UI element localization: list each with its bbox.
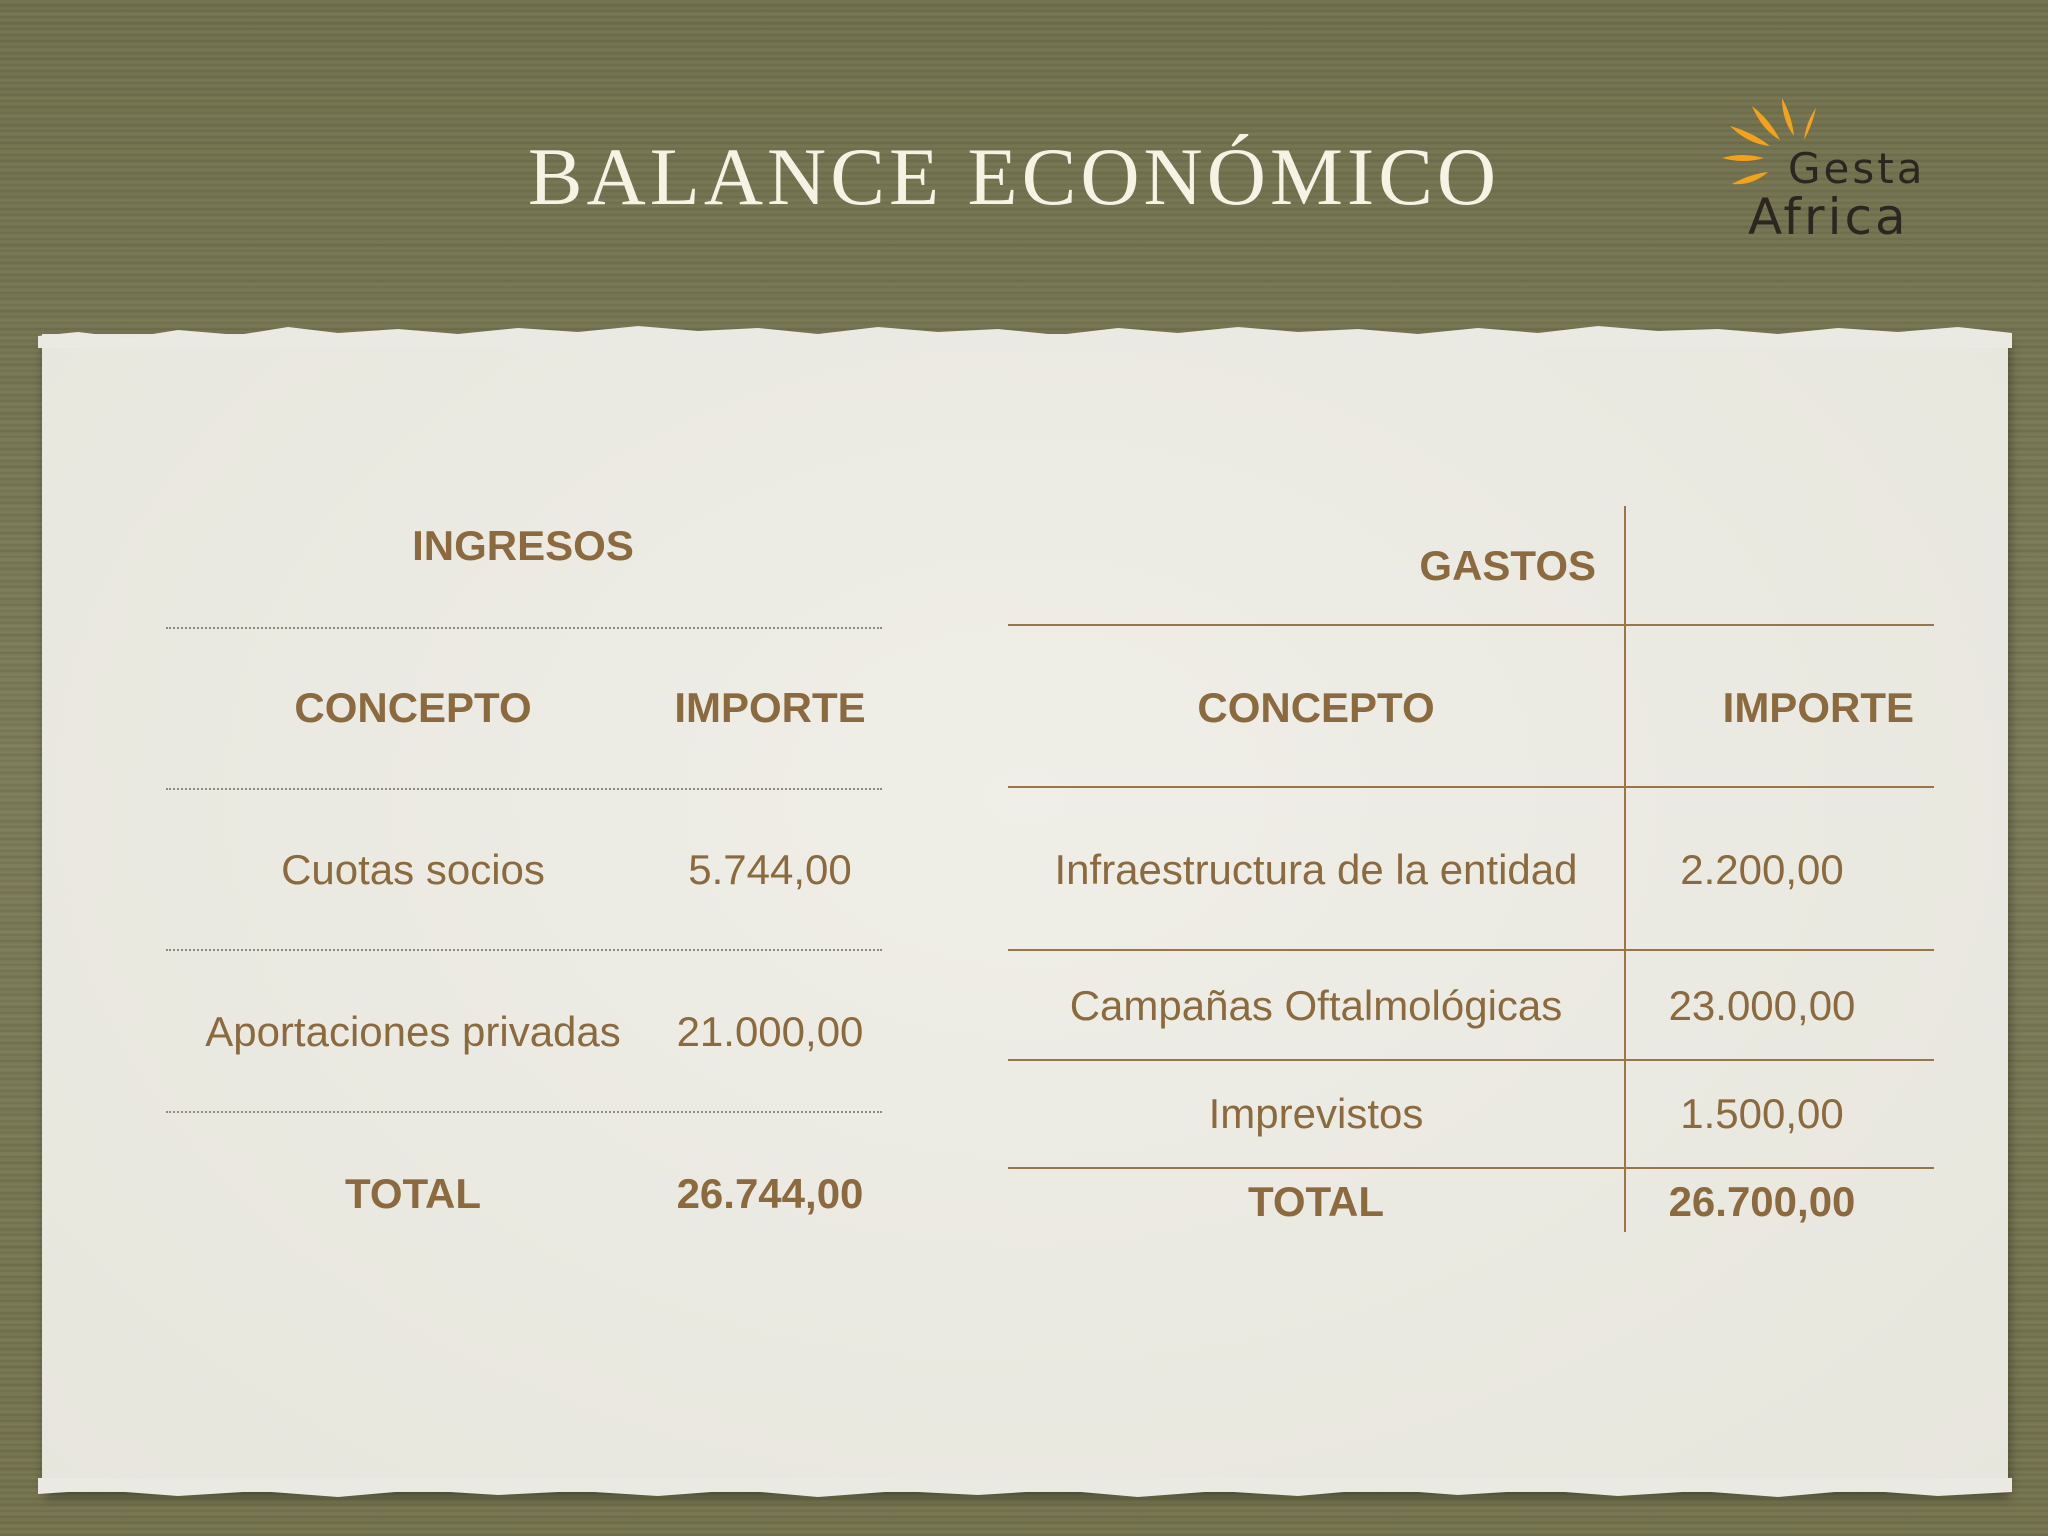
gastos-heading: GASTOS [1419,542,1596,589]
gastos-importe: 1.500,00 [1680,1090,1844,1137]
logo-text-gesta: Gesta [1788,144,1926,193]
gastos-concepto: Imprevistos [1208,1090,1424,1137]
torn-edge-top [38,318,2012,348]
divider [166,627,882,629]
ingresos-total-label: TOTAL [344,1170,482,1217]
gastos-col-importe: IMPORTE [1722,684,1914,731]
divider [1008,1059,1934,1061]
ingresos-total-value: 26.744,00 [676,1170,864,1217]
ingresos-col-importe: IMPORTE [674,684,866,731]
gastos-importe: 2.200,00 [1680,846,1844,893]
page-title: BALANCE ECONÓMICO [527,131,1501,222]
divider [1008,786,1934,788]
gastos-concepto: Infraestructura de la entidad [1054,846,1578,893]
gastos-importe: 23.000,00 [1668,982,1856,1029]
ingresos-importe: 21.000,00 [676,1008,864,1055]
ingresos-concepto: Aportaciones privadas [205,1008,621,1055]
torn-edge-bottom [38,1478,2012,1508]
divider [1008,1167,1934,1169]
ingresos-concepto: Cuotas socios [281,846,545,893]
ingresos-heading: INGRESOS [412,522,634,569]
divider [1008,624,1934,626]
gastos-total-value: 26.700,00 [1668,1178,1856,1225]
divider [166,1111,882,1113]
divider [1008,949,1934,951]
ingresos-importe: 5.744,00 [688,846,852,893]
divider [166,788,882,790]
gastos-concepto: Campañas Oftalmológicas [1069,982,1563,1029]
ingresos-col-concepto: CONCEPTO [294,684,532,731]
gesta-africa-logo [1712,96,1952,246]
logo-text-africa: Africa [1748,188,1909,246]
gastos-total-label: TOTAL [1247,1178,1385,1225]
gastos-col-concepto: CONCEPTO [1197,684,1435,731]
paper-sheet [42,334,2008,1492]
divider [166,949,882,951]
